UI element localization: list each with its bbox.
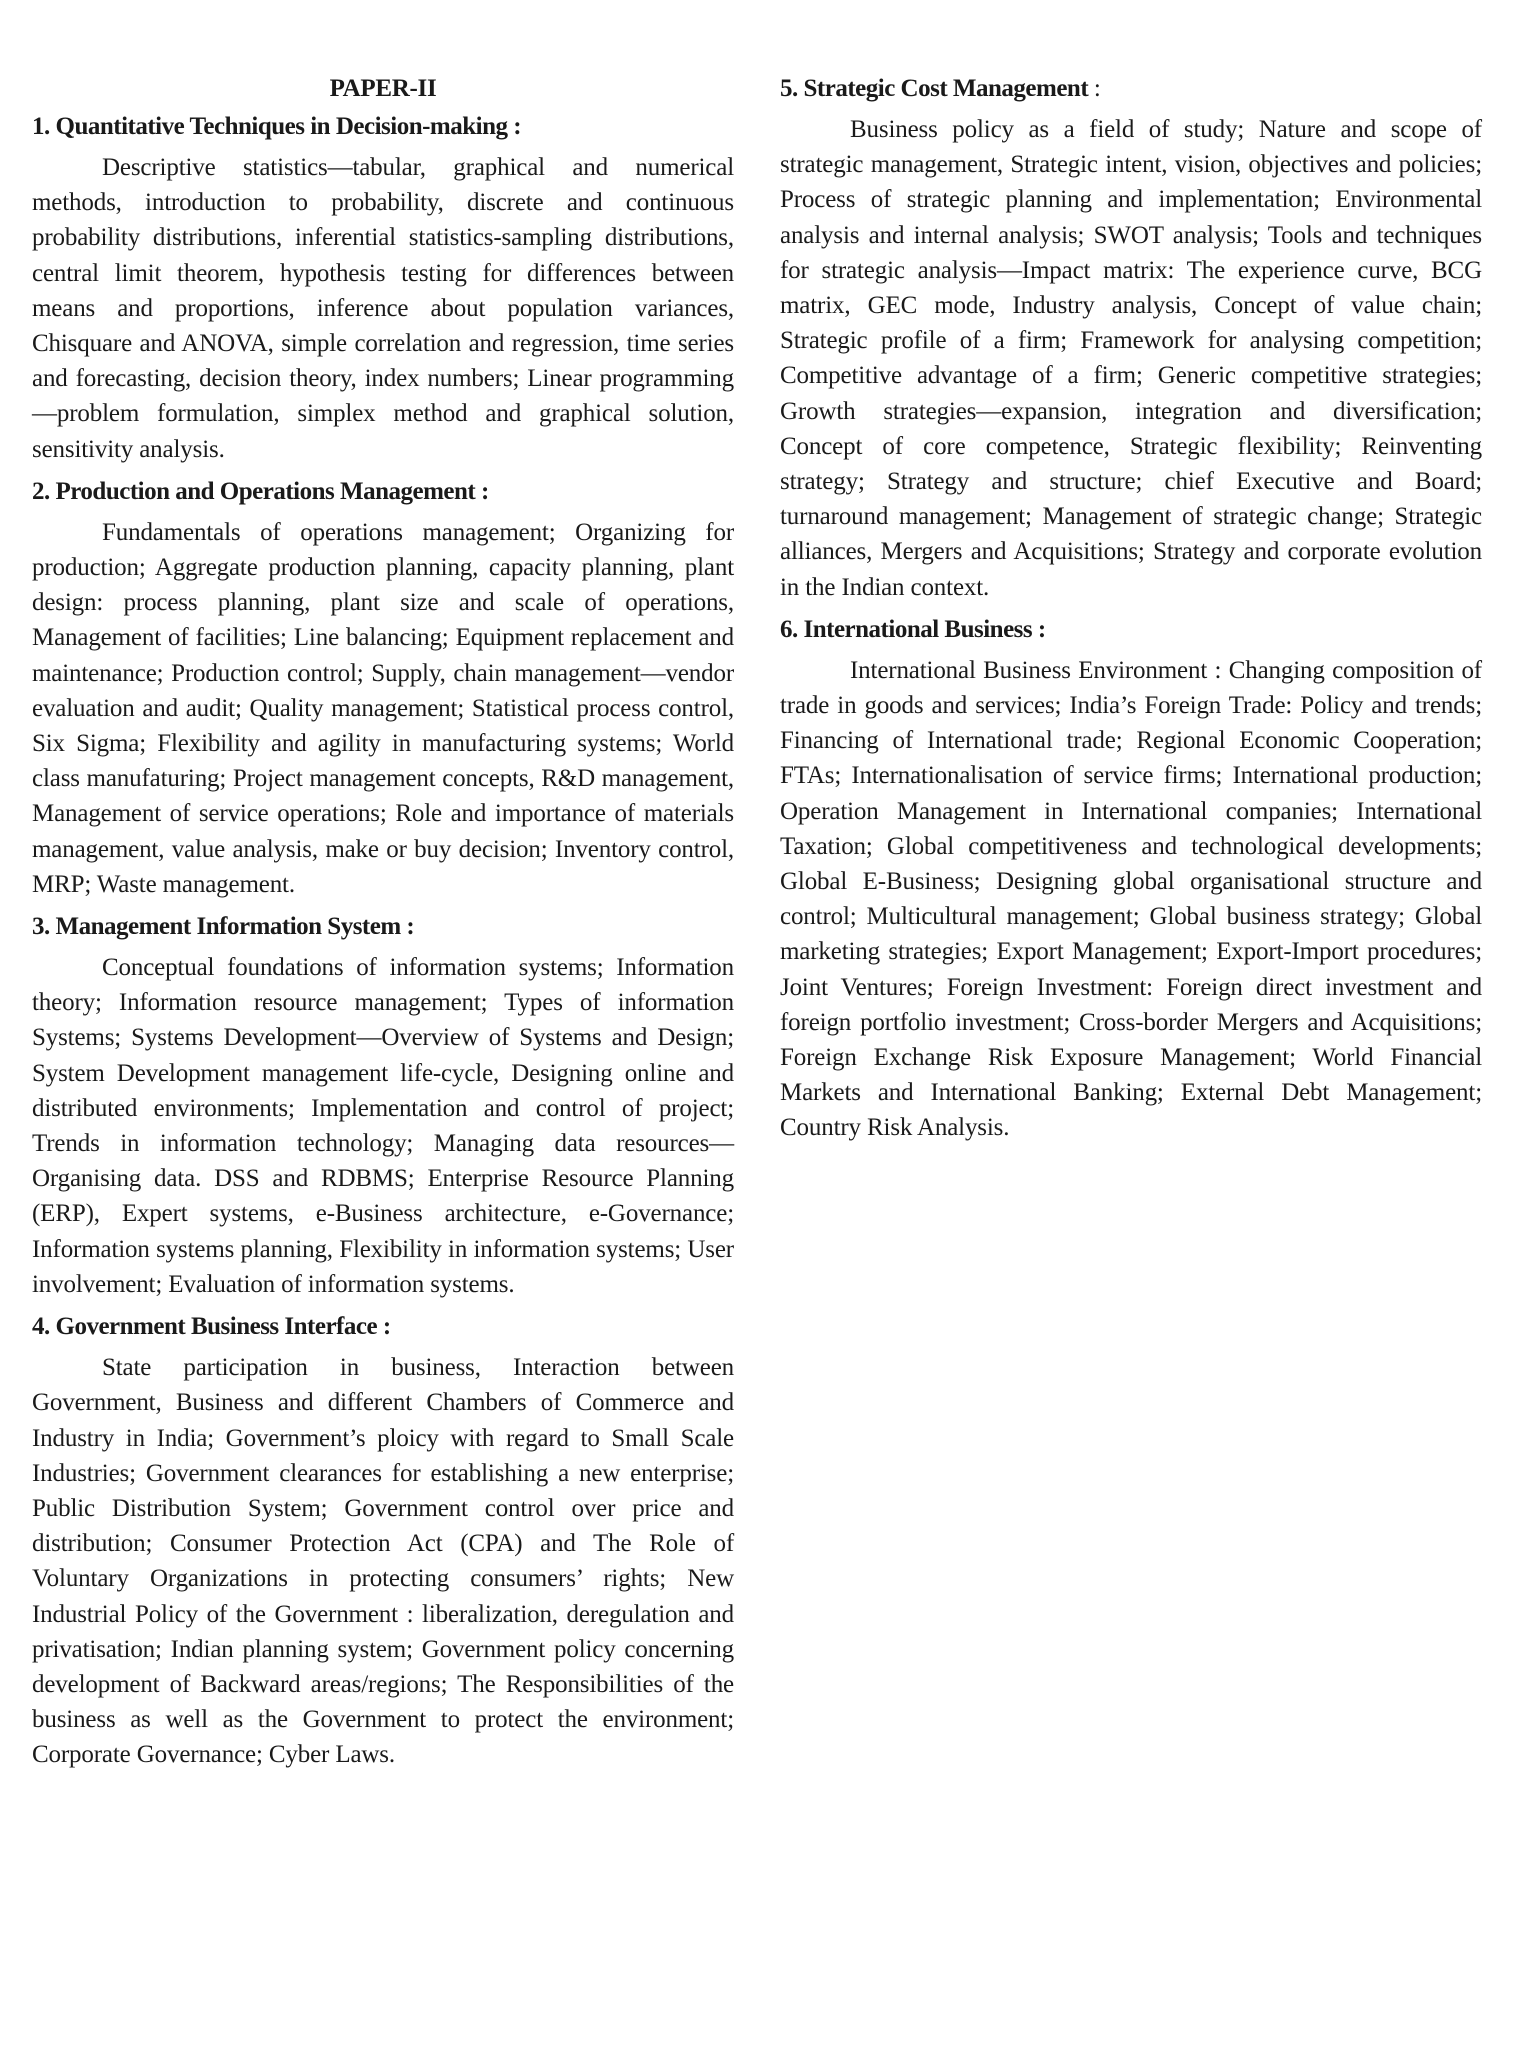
- section-body: Descriptive statistics—tabular, graphical and numerical methods, introduction to probability, discrete and continuous probability distributions, inferential statistics-sampling distributions, central limit theorem, hypothesis testing for differences between means and proportions, inference about population variances, Chisquare and ANOVA, simple correlation and regression, time series and forecasting, decision theory, index numbers; Linear programming—problem formulation, simplex method and graphical solution, sensitivity analysis.: [32, 154, 734, 463]
- section-heading: 3. Management Information System :: [32, 913, 415, 941]
- section-body: State participation in business, Interaction between Government, Business and different Chambers of Commerce and Industry in India; Government’s ploicy with regard to Small Scale Industries; Government clearances for establishing a new enterprise; Public Distribution System; Government control over price and distribution; Consumer Protection Act (CPA) and The Role of Voluntary Organizations in protecting consumers’ rights; New Industrial Policy of the Government : liberalization, deregulation and privatisation; Indian planning system; Government policy concerning development of Backward areas/regions; The Responsibilities of the business as well as the Government to protect the environment; Corporate Governance; Cyber Laws.: [32, 1354, 734, 1769]
- section-heading: 2. Production and Operations Management :: [32, 477, 489, 505]
- section-body: Conceptual foundations of information systems; Information theory; Information resource management; Types of information Systems; Systems Development—Overview of Systems and Design; System Development management life-cycle, Designing online and distributed environments; Implementation and control of project; Trends in information technology; Managing data resources—Organising data. DSS and RDBMS; Enterprise Resource Planning (ERP), Expert systems, e-Business architecture, e-Governance; Information systems planning, Flexibility in information systems; User involvement; Evaluation of information systems.: [32, 954, 734, 1298]
- paper-title: PAPER-II: [329, 75, 437, 102]
- right-column: [780, 72, 1482, 1154]
- section-heading: 4. Government Business Interface :: [32, 1313, 391, 1341]
- section-body: Fundamentals of operations management; Organizing for production; Aggregate production planning, capacity planning, plant design: process planning, plant size and scale of operations, Management of facilities; Line balancing; Equipment replacement and maintenance; Production control; Supply, chain management—vendor evaluation and audit; Quality management; Statistical process control, Six Sigma; Flexibility and agility in manufacturing systems; World class manufaturing; Project management concepts, R&D management, Management of service operations; Role and importance of materials management, value analysis, make or buy decision; Inventory control, MRP; Waste management.: [32, 518, 734, 898]
- section-body: International Business Environment : Changing composition of trade in goods and services; India’s Foreign Trade: Policy and trends; Financing of International trade; Regional Economic Cooperation; FTAs; Internationalisation of service firms; International production; Operation Management in International companies; International Taxation; Global competitiveness and technological developments; Global E-Business; Designing global organisational structure and control; Multicultural management; Global business strategy; Global marketing strategies; Export Management; Export-Import procedures; Joint Ventures; Foreign Investment: Foreign direct investment and foreign portfolio investment; Cross-border Mergers and Acquisitions; Foreign Exchange Risk Exposure Management; World Financial Markets and International Banking; External Debt Management; Country Risk Analysis.: [780, 656, 1482, 1142]
- section-quantitative-techniques: [32, 110, 734, 467]
- section-production-operations: [32, 475, 734, 902]
- section-international-business: [780, 613, 1482, 1146]
- section-government-business-interface: [32, 1310, 734, 1772]
- left-column: [32, 72, 734, 1781]
- section-body: Business policy as a field of study; Nature and scope of strategic management, Strategic intent, vision, objectives and policies; Process of strategic planning and implementation; Environmental analysis and internal analysis; SWOT analysis; Tools and techniques for strategic analysis—Impact matrix: The experience curve, BCG matrix, GEC mode, Industry analysis, Concept of value chain; Strategic profile of a firm; Framework for analysing competition; Competitive advantage of a firm; Generic competitive strategies; Growth strategies—expansion, integration and diversification; Concept of core competence, Strategic flexibility; Reinventing strategy; Strategy and structure; chief Executive and Board; turnaround management; Management of strategic change; Strategic alliances, Mergers and Acquisitions; Strategy and corporate evolution in the Indian context.: [780, 116, 1482, 601]
- section-heading-suffix: :: [1088, 75, 1101, 102]
- section-heading: 6. International Business :: [780, 615, 1046, 643]
- section-heading: [780, 72, 1482, 106]
- section-heading-text: 5. Strategic Cost Management: [780, 75, 1089, 102]
- section-management-information-system: [32, 910, 734, 1302]
- section-heading: 1. Quantitative Techniques in Decision-making :: [32, 113, 522, 140]
- section-strategic-cost-management: [780, 72, 1482, 605]
